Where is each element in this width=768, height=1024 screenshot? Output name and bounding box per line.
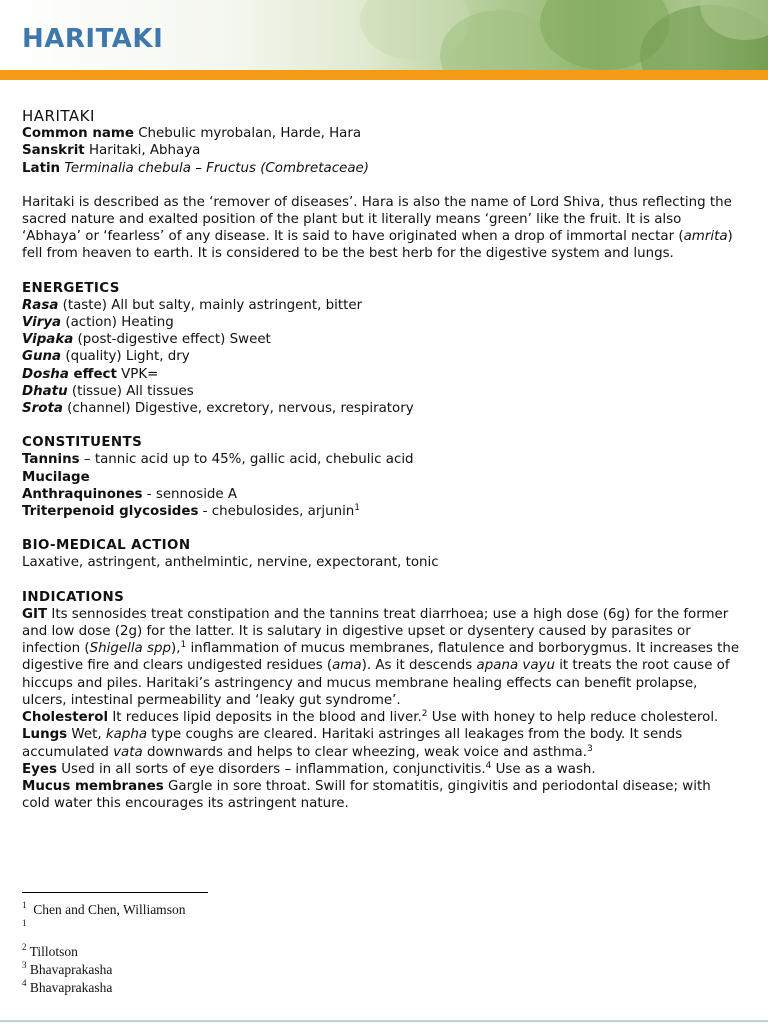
energetic-value: VPK= — [116, 366, 159, 382]
constituent-value: - sennoside A — [142, 486, 238, 502]
indication-eyes — [22, 761, 742, 778]
name-line — [22, 142, 742, 159]
constituent-item — [22, 503, 742, 520]
indication-text: ), — [170, 641, 181, 657]
intro-paragraph — [22, 194, 742, 263]
footnote-number: 4 — [22, 978, 27, 988]
constituent-label: Tannins — [22, 452, 80, 468]
name-value: Chebulic myrobalan, Harde, Hara — [133, 126, 362, 142]
energetic-item — [22, 297, 742, 314]
footnote-ref: 4 — [485, 760, 492, 771]
footnote-text: Tillotson — [26, 944, 78, 959]
indication-text: Gargle in sore throat. Swill for stomatitis, gingivitis and periodontal disease; with cold water this encourages its astringent nature. — [22, 778, 711, 812]
footnotes — [22, 892, 742, 997]
name-value: Terminalia chebula – Fructus (Combretaceae) — [60, 160, 369, 176]
indication-text: type coughs are cleared. Haritaki astringes all leakages from the body. It sends accumulated — [22, 727, 683, 760]
energetic-label: Vipaka — [22, 332, 74, 348]
footnote — [22, 961, 742, 979]
footnote-number: 3 — [22, 960, 27, 970]
name-label: Sanskrit — [22, 143, 85, 159]
footnote — [22, 919, 742, 937]
energetic-value: (taste) All but salty, mainly astringent, bitter — [58, 297, 363, 313]
indication-term: vata — [113, 744, 143, 760]
indication-label: Cholesterol — [22, 710, 109, 726]
constituent-value: – tannic acid up to 45%, gallic acid, chebulic acid — [79, 452, 414, 468]
footnote-text: Chen and Chen, Williamson — [26, 902, 186, 917]
footnote-ref: 3 — [587, 743, 593, 754]
energetic-label: Virya — [22, 315, 62, 331]
constituent-item — [22, 451, 742, 468]
indication-label: Mucus membranes — [22, 778, 164, 794]
energetic-label: Guna — [22, 349, 62, 365]
footnote-ref: 1 — [354, 503, 361, 514]
energetic-item — [22, 314, 742, 331]
constituent-label: Anthraquinones — [22, 486, 143, 502]
footnote-ref: 1 — [180, 640, 187, 651]
document-body — [22, 108, 742, 812]
name-line — [22, 125, 742, 142]
footnote-number: 2 — [22, 942, 27, 952]
document-title: HARITAKI — [22, 107, 95, 125]
constituent-label: Triterpenoid glycosides — [22, 504, 199, 520]
energetic-item — [22, 331, 742, 348]
indication-text: it treats the root cause of hiccups and piles. Haritaki’s astringency and mucus membrane healing effects can benefit prolapse, ulcers, intestinal permeability and ‘leaky gut syndrome’. — [22, 658, 730, 708]
bio-medical-text: Laxative, astringent, anthelmintic, nervine, expectorant, tonic — [22, 555, 439, 571]
section-heading: BIO-MEDICAL ACTION — [22, 538, 191, 554]
indication-text: Used in all sorts of eye disorders – inflammation, conjunctivitis. — [56, 761, 486, 777]
name-line — [22, 160, 742, 177]
footnote — [22, 979, 742, 997]
name-label: Common name — [22, 126, 134, 142]
intro-text: Haritaki is described as the ‘remover of diseases’. Hara is also the name of Lord Shiva, thus reflecting the sacred nature and exalted position of the plant but it literally means ‘green’ like the fruit. It is also ‘Abhaya’ or ‘fearless’ of any disease. It is said to have originated when a drop of immortal nectar ( — [22, 194, 732, 245]
indication-text: Use with honey to help reduce cholesterol. — [427, 710, 719, 726]
indication-text: Wet, — [67, 727, 106, 743]
footnote-ref: 2 — [421, 709, 428, 720]
header-banner — [0, 0, 768, 70]
energetic-value: (post-digestive effect) Sweet — [73, 332, 271, 348]
energetic-label: Dhatu — [22, 383, 68, 399]
constituent-item — [22, 486, 742, 503]
footnote-text: Bhavaprakasha — [26, 962, 113, 977]
section-heading: CONSTITUENTS — [22, 435, 143, 451]
energetic-label: Srota — [22, 401, 63, 417]
energetic-label-suffix: effect — [68, 366, 117, 382]
indication-git — [22, 606, 742, 709]
header-accent-bar — [0, 70, 768, 80]
indication-text: ). As it descends — [361, 658, 477, 674]
intro-text: ) fell from heaven to earth. It is considered to be the best herb for the digestive system and lungs. — [22, 229, 733, 262]
indication-term: Shigella spp — [89, 641, 171, 657]
energetic-item — [22, 383, 742, 400]
footnote-number: 1 — [22, 900, 27, 910]
constituent-value: - chebulosides, arjunin — [198, 504, 355, 520]
indication-text: Its sennosides treat constipation and the tannins treat diarrhoea; use a high dose (6g) for the former and low dose (2g) for the latter. It is salutary in digestive upset or dysentery caused by parasites or infection ( — [22, 606, 729, 657]
energetic-value: (action) Heating — [61, 315, 174, 331]
indication-text: Use as a wash. — [491, 761, 596, 777]
indication-term: kapha — [105, 727, 148, 743]
energetic-value: (channel) Digestive, excretory, nervous, respiratory — [62, 401, 414, 417]
energetic-label: Dosha — [22, 366, 69, 382]
energetic-item — [22, 348, 742, 365]
energetic-item — [22, 400, 742, 417]
indication-label: GIT — [22, 606, 48, 622]
constituent-item — [22, 469, 742, 486]
footnote-number: 1 — [22, 918, 27, 928]
indication-term: apana vayu — [476, 658, 555, 674]
footnote — [22, 943, 742, 961]
energetic-item — [22, 366, 742, 383]
indication-term: ama — [332, 658, 362, 674]
section-heading: ENERGETICS — [22, 280, 120, 296]
indication-text: inflammation of mucus membranes, flatulence and borborygmus. It increases the digestive fire and clears undigested residues ( — [22, 641, 740, 674]
energetic-value: (tissue) All tissues — [67, 383, 194, 399]
constituent-label: Mucilage — [22, 469, 90, 485]
section-heading: INDICATIONS — [22, 589, 125, 605]
indication-lungs — [22, 726, 742, 760]
indication-text: downwards and helps to clear wheezing, weak voice and asthma. — [142, 744, 588, 760]
indication-label: Lungs — [22, 727, 68, 743]
energetic-label: Rasa — [22, 297, 59, 313]
name-label: Latin — [22, 160, 61, 176]
indication-text: It reduces lipid deposits in the blood and liver. — [108, 710, 422, 726]
name-value: Haritaki, Abhaya — [84, 143, 201, 159]
indication-label: Eyes — [22, 761, 57, 777]
indication-cholesterol — [22, 709, 742, 726]
footnote — [22, 901, 742, 919]
footnote-text: Bhavaprakasha — [26, 980, 113, 995]
header-title: HARITAKI — [22, 24, 164, 54]
footnote-divider — [22, 892, 208, 893]
energetic-value: (quality) Light, dry — [61, 349, 190, 365]
indication-mucus-membranes — [22, 778, 742, 812]
bottom-divider — [0, 1020, 768, 1022]
intro-term: amrita — [683, 229, 728, 245]
